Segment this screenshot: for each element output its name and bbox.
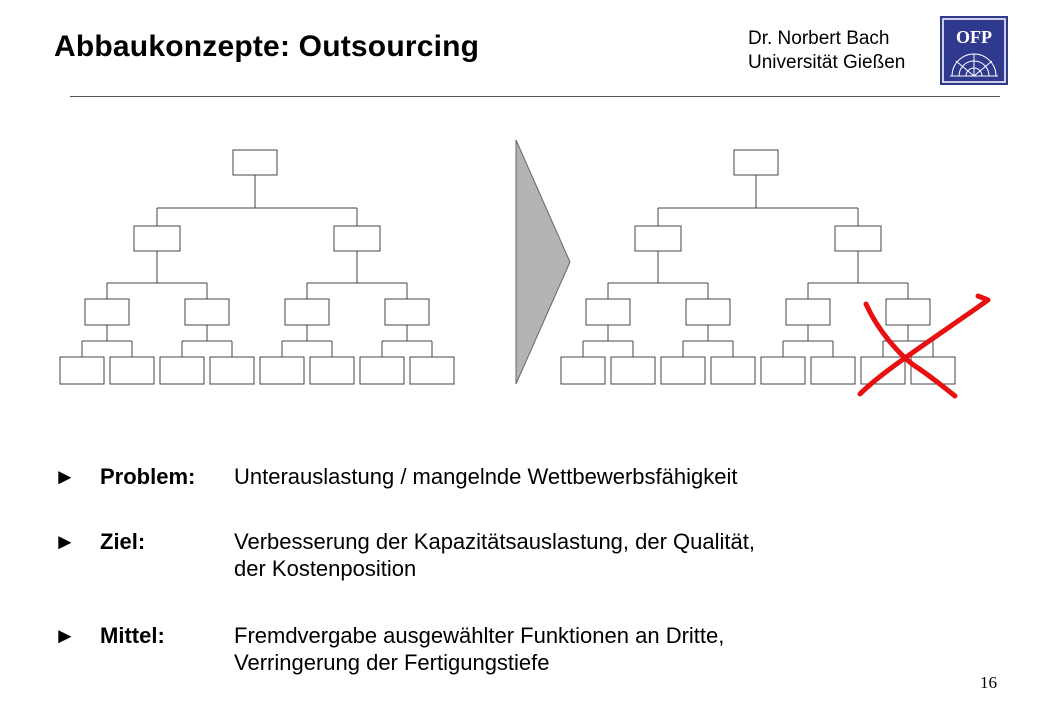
org-box-level4 — [661, 357, 705, 384]
bullet-line: Verringerung der Fertigungstiefe — [234, 650, 550, 675]
org-box-level2 — [334, 226, 380, 251]
org-box-level4 — [611, 357, 655, 384]
page-title: Abbaukonzepte: Outsourcing — [54, 30, 480, 63]
bullet-line: Verbesserung der Kapazitätsauslastung, der Qualität, — [234, 529, 755, 554]
org-box-level3 — [285, 299, 329, 325]
org-box-level4 — [110, 357, 154, 384]
bullet-arrow-icon: ► — [54, 529, 76, 554]
bullet-line: der Kostenposition — [234, 556, 417, 581]
org-box-level4 — [310, 357, 354, 384]
org-box-level4 — [711, 357, 755, 384]
bullet-label: Ziel: — [100, 529, 146, 554]
bullet-text — [234, 463, 954, 490]
org-box-level2 — [835, 226, 881, 251]
org-box-level4 — [210, 357, 254, 384]
org-box-level3 — [586, 299, 630, 325]
page-number: 16 — [980, 673, 997, 692]
bullet-text — [234, 622, 954, 676]
org-box-level4 — [60, 357, 104, 384]
org-box-level4 — [811, 357, 855, 384]
org-box-level3 — [886, 299, 930, 325]
org-box-level3 — [786, 299, 830, 325]
author-university: Universität Gießen — [748, 52, 906, 73]
org-chart-before — [60, 150, 454, 384]
bullet-line: Unterauslastung / mangelnde Wettbewerbsfähigkeit — [234, 464, 738, 489]
org-box-level4 — [260, 357, 304, 384]
org-box-level3 — [85, 299, 129, 325]
org-box-level4 — [360, 357, 404, 384]
org-box-top — [233, 150, 277, 175]
logo-text: OFP — [956, 27, 992, 47]
org-box-level4 — [160, 357, 204, 384]
org-box-level2 — [635, 226, 681, 251]
bullet-label: Problem: — [100, 464, 196, 489]
transition-arrow — [516, 140, 570, 384]
bullet-arrow-icon: ► — [54, 464, 76, 489]
org-box-top — [734, 150, 778, 175]
bullet-arrow-icon: ► — [54, 623, 76, 648]
bullet-label: Mittel: — [100, 623, 165, 648]
bullet-line: Fremdvergabe ausgewählter Funktionen an Dritte, — [234, 623, 725, 648]
org-box-level3 — [185, 299, 229, 325]
org-box-level4 — [561, 357, 605, 384]
org-box-level4 — [410, 357, 454, 384]
author-name: Dr. Norbert Bach — [748, 28, 890, 49]
org-box-level4 — [761, 357, 805, 384]
org-box-level2 — [134, 226, 180, 251]
bullet-text — [234, 528, 954, 582]
org-box-level3 — [686, 299, 730, 325]
org-box-level3 — [385, 299, 429, 325]
